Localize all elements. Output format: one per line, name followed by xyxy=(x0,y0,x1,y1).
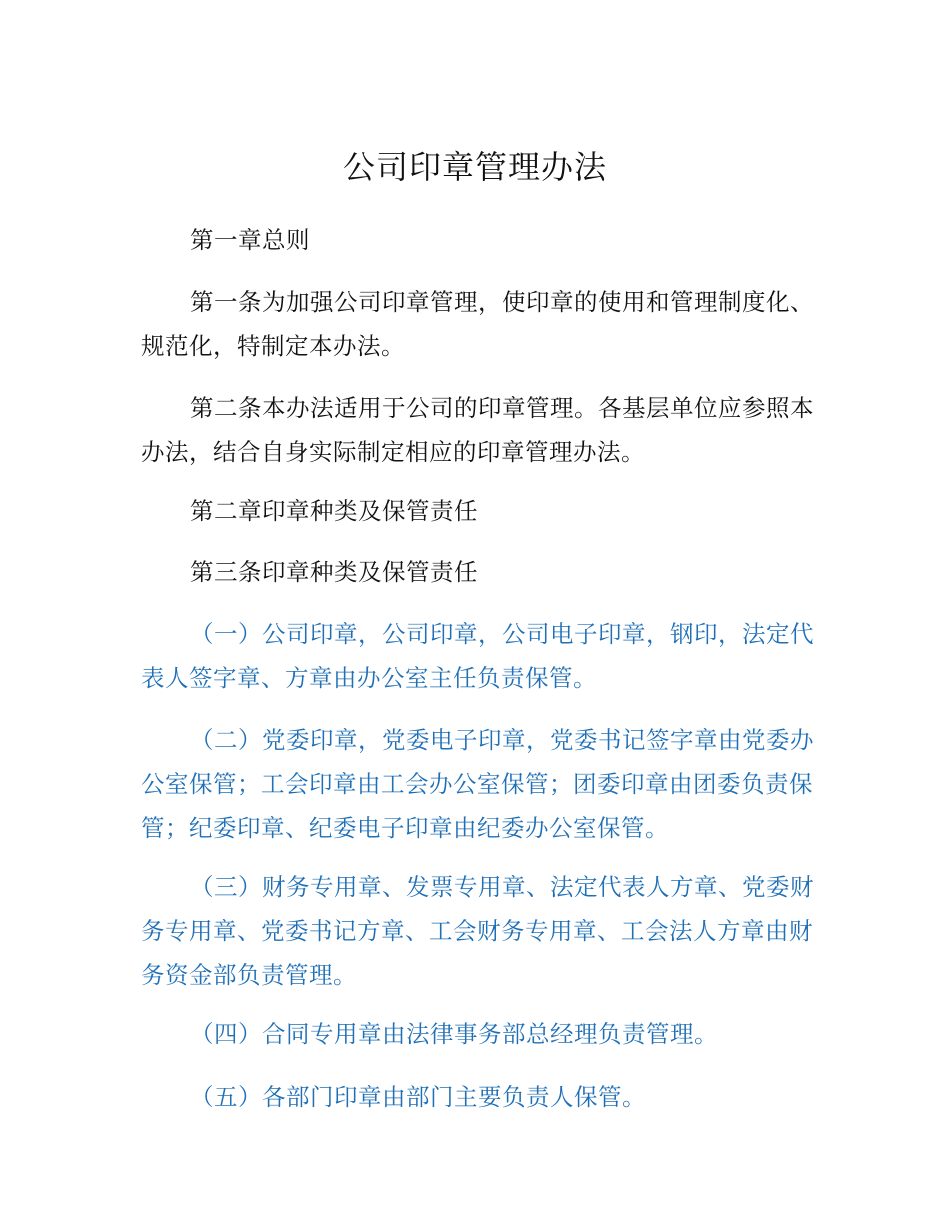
article-1: 第一条为加强公司印章管理，使印章的使用和管理制度化、规范化，特制定本办法。 xyxy=(141,288,814,360)
article-3: 第三条印章种类及保管责任 xyxy=(190,558,478,586)
item-5: （五）各部门印章由部门主要负责人保管。 xyxy=(190,1083,646,1111)
item-4: （四）合同专用章由法律事务部总经理负责管理。 xyxy=(190,1020,718,1048)
item-1: （一）公司印章，公司印章，公司电子印章，钢印，法定代表人签字章、方章由办公室主任负责保管。 xyxy=(141,620,814,692)
chapter-2-heading: 第二章印章种类及保管责任 xyxy=(190,497,478,525)
item-3: （三）财务专用章、发票专用章、法定代表人方章、党委财务专用章、党委书记方章、工会财务专用章、工会法人方章由财务资金部负责管理。 xyxy=(141,873,814,989)
page-title: 公司印章管理办法 xyxy=(342,148,607,186)
article-2: 第二条本办法适用于公司的印章管理。各基层单位应参照本办法，结合自身实际制定相应的印章管理办法。 xyxy=(141,394,814,466)
item-2: （二）党委印章，党委电子印章，党委书记签字章由党委办公室保管；工会印章由工会办公室保管；团委印章由团委负责保管；纪委印章、纪委电子印章由纪委办公室保管。 xyxy=(141,726,814,842)
chapter-1-heading: 第一章总则 xyxy=(190,226,310,254)
